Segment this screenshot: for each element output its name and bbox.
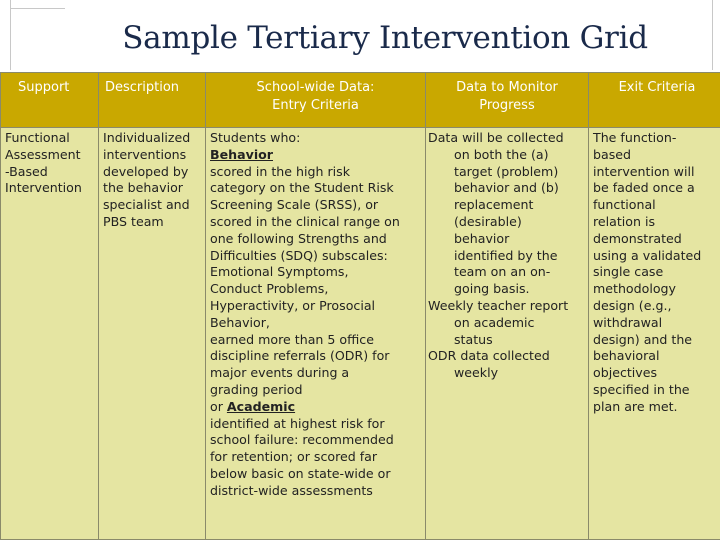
monitor-line-3: ODR data collected (428, 348, 550, 364)
header-monitor-progress: Data to Monitor Progress (426, 73, 589, 128)
frame-line-top (10, 8, 65, 9)
monitor-line-2: Weekly teacher report (428, 297, 569, 313)
entry-academic-keyword: Academic (226, 398, 296, 414)
header-description: Description (99, 73, 206, 128)
table-row (1, 128, 720, 540)
header-entry-criteria: School-wide Data: Entry Criteria (206, 73, 426, 128)
header-exit-criteria: Exit Criteria (589, 73, 720, 128)
monitor-line-1: Data will be collected (428, 130, 564, 145)
header-row (1, 73, 720, 128)
entry-behavior-criteria: scored in the high risk category on the Student Risk Screening Scale (SRSS), or scored in the clinical range on one following Strengths and Difficulties (SDQ) subscales: Emotional Symptoms, Conduct Problems, Hyperactivity, or Prosocial Behavior, earned more than 5 office discipline referrals (ODR) for major events during a grading period (210, 163, 400, 397)
cell-description (99, 128, 206, 540)
support-text: Functional Assessment -Based Intervention (5, 130, 82, 196)
entry-intro: Students who: (210, 130, 301, 145)
cell-entry-criteria (206, 128, 426, 540)
monitor-block-2: on academic status (454, 314, 535, 347)
description-text: Individualized interventions developed by the behavior specialist and PBS team (103, 130, 191, 229)
entry-academic-criteria: identified at highest risk for school failure: recommended for retention; or scored far below basic on state-wide or district-wide assessments (210, 415, 394, 498)
exit-text: The function- based intervention will be faded once a functional relation is demonstrated using a validated single case methodology design (e.g., withdrawal design) and the behavioral objectives specified in the plan are met. (593, 130, 702, 414)
entry-behavior-keyword: Behavior (210, 146, 273, 162)
cell-exit-criteria (589, 128, 720, 540)
cell-support (1, 128, 99, 540)
cell-monitor-progress (426, 128, 589, 540)
header-support: Support (1, 73, 99, 128)
page-title: Sample Tertiary Intervention Grid (122, 20, 648, 56)
monitor-block-3: weekly (454, 365, 499, 381)
monitor-block-1: on both the (a) target (problem) behavior and (b) replacement (desirable) behavior identified by the team on an on- going basis. (454, 146, 559, 297)
intervention-grid (0, 72, 720, 540)
entry-or: or (210, 398, 223, 414)
